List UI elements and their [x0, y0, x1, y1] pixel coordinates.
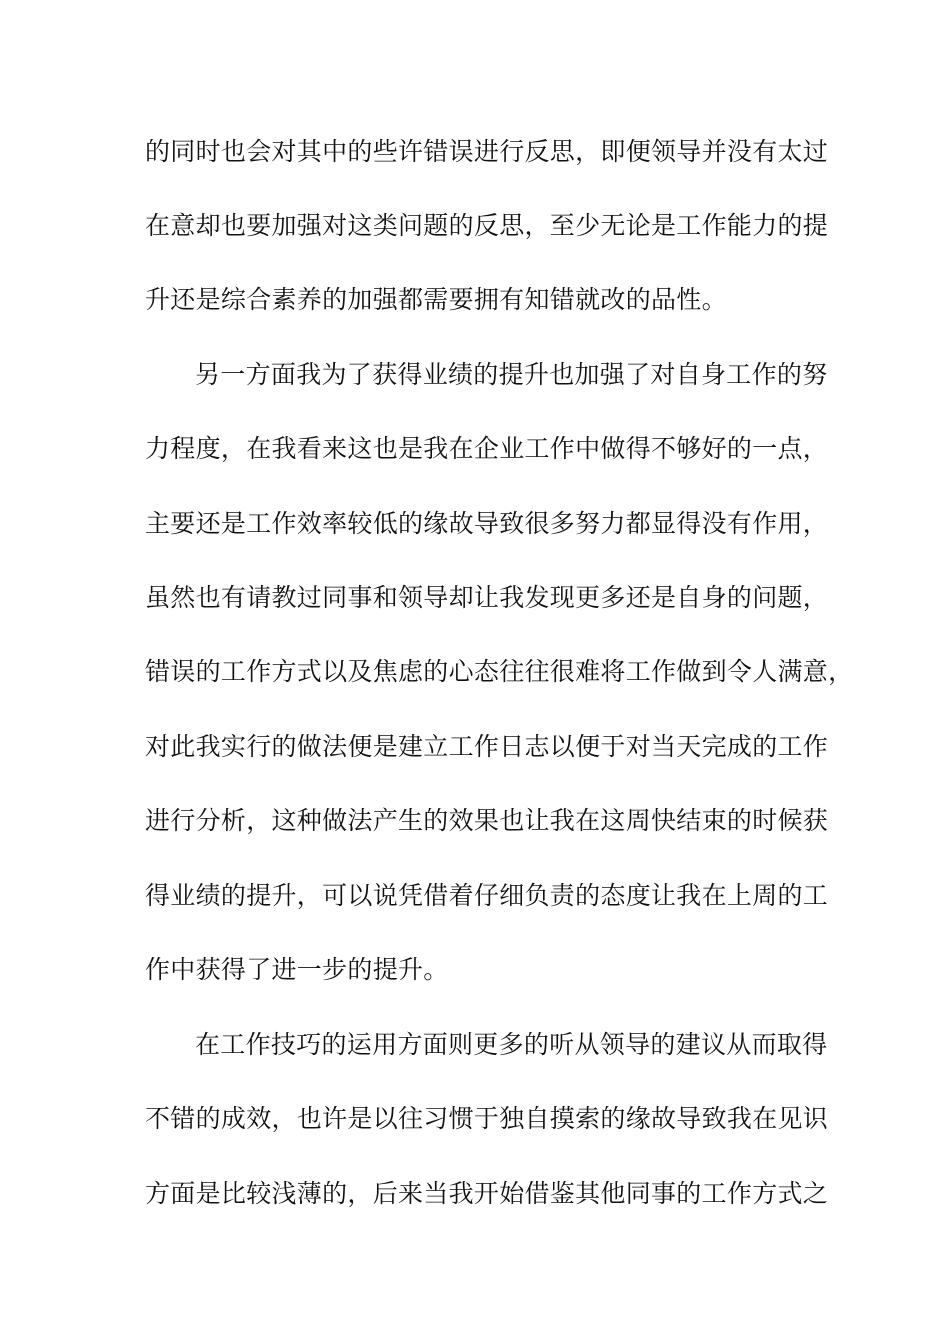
text-line: 对此我实行的做法便是建立工作日志以便于对当天完成的工作 [145, 732, 829, 761]
text-line: 进行分析，这种做法产生的效果也让我在这周快结束的时候获 [145, 806, 829, 835]
text-line: 主要还是工作效率较低的缘故导致很多努力都显得没有作用， [145, 509, 829, 538]
paragraph-first-line: 另一方面我为了获得业绩的提升也加强了对自身工作的努 [195, 360, 828, 389]
text-line: 升还是综合素养的加强都需要拥有知错就改的品性。 [145, 285, 727, 314]
text-line: 方面是比较浅薄的，后来当我开始借鉴其他同事的工作方式之 [145, 1179, 829, 1208]
text-line: 错误的工作方式以及焦虑的心态往往很难将工作做到令人满意， [145, 657, 854, 686]
text-line: 在意却也要加强对这类问题的反思，至少无论是工作能力的提 [145, 211, 829, 240]
paragraph-first-line: 在工作技巧的运用方面则更多的听从领导的建议从而取得 [195, 1030, 828, 1059]
text-line: 虽然也有请教过同事和领导却让我发现更多还是自身的问题， [145, 583, 829, 612]
text-line: 得业绩的提升，可以说凭借着仔细负责的态度让我在上周的工 [145, 881, 829, 910]
text-line: 作中获得了进一步的提升。 [145, 955, 449, 984]
text-line: 力程度，在我看来这也是我在企业工作中做得不够好的一点， [145, 434, 829, 463]
text-line: 的同时也会对其中的些许错误进行反思，即便领导并没有太过 [145, 137, 829, 166]
text-line: 不错的成效，也许是以往习惯于独自摸索的缘故导致我在见识 [145, 1104, 829, 1133]
